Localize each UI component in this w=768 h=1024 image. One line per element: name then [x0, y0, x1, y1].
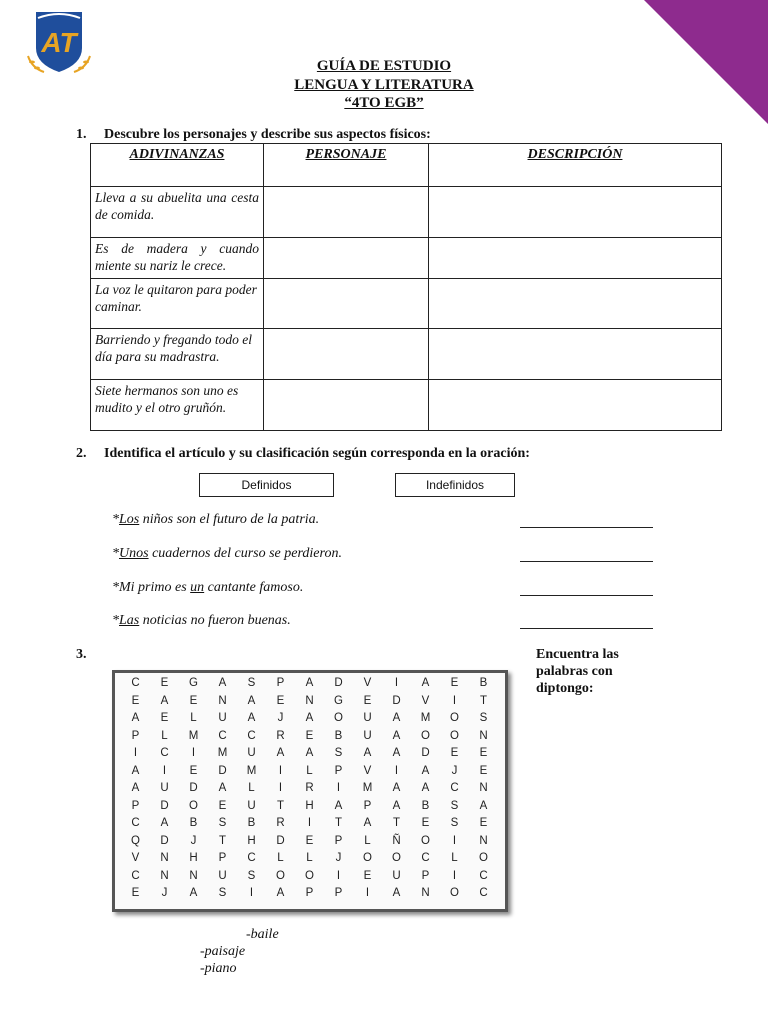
grid-letter[interactable]: O: [421, 729, 430, 742]
grid-letter[interactable]: A: [218, 782, 227, 794]
grid-letter[interactable]: L: [161, 729, 168, 742]
title-line-1: GUÍA DE ESTUDIO: [316, 58, 452, 74]
riddles-table: [90, 143, 722, 431]
grid-letter[interactable]: I: [191, 747, 196, 759]
grid-letter[interactable]: C: [131, 869, 140, 882]
grid-letter[interactable]: R: [276, 817, 285, 829]
grid-letter[interactable]: A: [131, 764, 140, 777]
grid-letter[interactable]: P: [131, 729, 140, 742]
grid-letter[interactable]: V: [363, 764, 372, 777]
grid-letter[interactable]: E: [189, 694, 198, 707]
grid-letter[interactable]: E: [160, 712, 169, 724]
riddle-cell: Es de madera y cuando miente su nariz le crece.: [91, 238, 264, 279]
grid-letter[interactable]: S: [479, 712, 488, 724]
table-row: [91, 187, 722, 238]
grid-letter[interactable]: A: [479, 799, 488, 812]
grid-letter[interactable]: A: [160, 694, 169, 707]
character-answer-cell[interactable]: [264, 238, 429, 279]
grid-letter[interactable]: L: [248, 782, 255, 794]
grid-letter[interactable]: C: [421, 852, 430, 864]
grid-letter[interactable]: A: [305, 747, 314, 759]
word-paisaje: -paisaje: [200, 944, 246, 959]
grid-letter[interactable]: A: [421, 782, 430, 794]
grid-letter[interactable]: J: [335, 852, 342, 864]
grid-letter[interactable]: O: [276, 869, 285, 882]
character-answer-cell[interactable]: [264, 380, 429, 431]
grid-letter[interactable]: A: [276, 887, 285, 899]
word-search-grid: [121, 677, 499, 905]
article-underlined: Unos: [119, 546, 149, 561]
grid-letter[interactable]: B: [189, 817, 198, 829]
grid-letter[interactable]: R: [305, 782, 314, 794]
indefinidos-box: Indefinidos: [395, 473, 515, 497]
grid-letter[interactable]: L: [277, 852, 284, 864]
grid-letter[interactable]: A: [392, 782, 401, 794]
table-row: [91, 279, 722, 329]
grid-letter[interactable]: N: [479, 782, 488, 794]
grid-letter[interactable]: T: [334, 817, 343, 829]
description-answer-cell[interactable]: [429, 238, 722, 279]
question-1-number: 1.: [76, 127, 87, 142]
grid-letter[interactable]: J: [161, 887, 168, 899]
sentence-3: *Mi primo es un cantante famoso.: [112, 580, 304, 595]
grid-letter[interactable]: B: [479, 677, 488, 689]
grid-letter[interactable]: A: [131, 712, 140, 724]
grid-letter[interactable]: P: [131, 799, 140, 812]
grid-letter[interactable]: D: [218, 764, 227, 777]
riddle-cell: Siete hermanos son uno es mudito y el otro gruñón.: [91, 380, 264, 431]
grid-letter[interactable]: L: [306, 852, 313, 864]
grid-letter[interactable]: A: [189, 887, 198, 899]
grid-letter[interactable]: C: [131, 677, 140, 689]
grid-letter[interactable]: U: [363, 712, 372, 724]
grid-letter[interactable]: A: [131, 782, 140, 794]
article-underlined: Los: [119, 512, 140, 527]
question-2: [76, 446, 530, 462]
grid-letter[interactable]: C: [131, 817, 140, 829]
grid-letter[interactable]: D: [421, 747, 430, 759]
grid-letter[interactable]: O: [450, 729, 459, 742]
character-answer-cell[interactable]: [264, 329, 429, 380]
grid-letter[interactable]: E: [363, 694, 372, 707]
grid-letter[interactable]: H: [189, 852, 198, 864]
grid-letter[interactable]: I: [336, 782, 341, 794]
grid-letter[interactable]: A: [160, 817, 169, 829]
table-row: [91, 238, 722, 279]
header-personaje: PERSONAJE: [264, 144, 429, 187]
riddle-cell: Barriendo y fregando todo el día para su madrastra.: [91, 329, 264, 380]
grid-letter[interactable]: T: [276, 799, 285, 812]
word-piano: -piano: [200, 961, 237, 976]
grid-letter[interactable]: I: [452, 869, 457, 882]
character-answer-cell[interactable]: [264, 279, 429, 329]
table-header-row: [91, 144, 722, 187]
grid-letter[interactable]: U: [160, 782, 169, 794]
grid-letter[interactable]: I: [278, 782, 283, 794]
grid-letter[interactable]: T: [392, 817, 401, 829]
grid-letter[interactable]: I: [307, 817, 312, 829]
grid-letter[interactable]: E: [276, 694, 285, 707]
article-underlined: un: [190, 580, 205, 595]
grid-letter[interactable]: O: [450, 887, 459, 899]
grid-letter[interactable]: O: [392, 852, 401, 864]
grid-letter[interactable]: N: [160, 852, 169, 864]
question-2-number: 2.: [76, 446, 87, 461]
grid-letter[interactable]: M: [362, 782, 373, 794]
grid-letter[interactable]: D: [276, 834, 285, 847]
grid-letter[interactable]: I: [365, 887, 370, 899]
grid-letter[interactable]: S: [450, 799, 459, 812]
grid-letter[interactable]: B: [247, 817, 256, 829]
grid-letter[interactable]: N: [160, 869, 169, 882]
grid-letter[interactable]: P: [334, 887, 343, 899]
grid-letter[interactable]: P: [421, 869, 430, 882]
grid-letter[interactable]: P: [334, 764, 343, 777]
grid-letter[interactable]: L: [306, 764, 313, 777]
grid-letter[interactable]: S: [450, 817, 459, 829]
grid-letter[interactable]: V: [131, 852, 140, 864]
grid-letter[interactable]: A: [218, 677, 227, 689]
grid-letter[interactable]: H: [247, 834, 256, 847]
grid-letter[interactable]: L: [190, 712, 197, 724]
grid-letter[interactable]: L: [364, 834, 371, 847]
grid-letter[interactable]: E: [160, 677, 169, 689]
grid-letter[interactable]: N: [421, 887, 430, 899]
grid-letter[interactable]: N: [479, 729, 488, 742]
header-descripcion: DESCRIPCIÓN: [429, 144, 722, 187]
description-answer-cell[interactable]: [429, 380, 722, 431]
grid-letter[interactable]: U: [247, 747, 256, 759]
grid-letter[interactable]: E: [479, 764, 488, 777]
grid-letter[interactable]: T: [479, 694, 488, 707]
grid-letter[interactable]: I: [394, 764, 399, 777]
grid-letter[interactable]: N: [305, 694, 314, 707]
grid-letter[interactable]: U: [363, 729, 372, 742]
grid-letter[interactable]: A: [392, 799, 401, 812]
grid-letter[interactable]: A: [334, 799, 343, 812]
grid-letter[interactable]: P: [218, 852, 227, 864]
grid-letter[interactable]: L: [451, 852, 458, 864]
grid-letter[interactable]: V: [363, 677, 372, 689]
grid-letter[interactable]: C: [247, 729, 256, 742]
grid-letter[interactable]: C: [160, 747, 169, 759]
grid-letter[interactable]: U: [247, 799, 256, 812]
grid-letter[interactable]: M: [188, 729, 199, 742]
grid-letter[interactable]: P: [305, 887, 314, 899]
answer-line-2[interactable]: [520, 561, 653, 562]
grid-letter[interactable]: D: [189, 782, 198, 794]
grid-letter[interactable]: N: [189, 869, 198, 882]
grid-letter[interactable]: I: [162, 764, 167, 777]
grid-letter[interactable]: I: [336, 869, 341, 882]
answer-line-4[interactable]: [520, 628, 653, 629]
grid-letter[interactable]: A: [247, 694, 256, 707]
word-search-puzzle: [112, 670, 508, 912]
grid-letter[interactable]: N: [218, 694, 227, 707]
grid-letter[interactable]: J: [190, 834, 197, 847]
sentence-2: *Unos cuadernos del curso se perdieron.: [112, 546, 342, 561]
question-3-number: 3.: [76, 647, 87, 662]
grid-letter[interactable]: E: [479, 747, 488, 759]
grid-letter[interactable]: D: [160, 834, 169, 847]
grid-letter[interactable]: A: [421, 764, 430, 777]
grid-letter[interactable]: O: [479, 852, 488, 864]
grid-letter[interactable]: E: [450, 747, 459, 759]
grid-letter[interactable]: E: [131, 887, 140, 899]
grid-letter[interactable]: P: [363, 799, 372, 812]
grid-letter[interactable]: A: [305, 712, 314, 724]
grid-letter[interactable]: Q: [131, 834, 140, 847]
grid-letter[interactable]: O: [450, 712, 459, 724]
grid-letter[interactable]: S: [218, 817, 227, 829]
grid-letter[interactable]: A: [392, 729, 401, 742]
grid-letter[interactable]: M: [246, 764, 257, 777]
answer-line-3[interactable]: [520, 595, 653, 596]
grid-letter[interactable]: C: [479, 887, 488, 899]
grid-letter[interactable]: Ñ: [392, 834, 401, 847]
grid-letter[interactable]: J: [451, 764, 458, 777]
table-row: [91, 329, 722, 380]
grid-letter[interactable]: E: [218, 799, 227, 812]
grid-letter[interactable]: I: [452, 834, 457, 847]
grid-letter[interactable]: O: [305, 869, 314, 882]
grid-letter[interactable]: A: [305, 677, 314, 689]
title-line-3: “4TO EGB”: [344, 95, 424, 111]
grid-letter[interactable]: P: [276, 677, 285, 689]
grid-letter[interactable]: A: [392, 887, 401, 899]
sentence-1: *Los niños son el futuro de la patria.: [112, 512, 320, 527]
word-search-instructions: Encuentra las palabras con diptongo:: [536, 647, 619, 696]
logo-letters: AT: [41, 27, 77, 58]
grid-letter[interactable]: A: [392, 747, 401, 759]
table-row: [91, 380, 722, 431]
grid-letter[interactable]: S: [218, 887, 227, 899]
grid-letter[interactable]: E: [131, 694, 140, 707]
grid-letter[interactable]: O: [421, 834, 430, 847]
grid-letter[interactable]: C: [218, 729, 227, 742]
header-adivinanzas: ADIVINANZAS: [91, 144, 264, 187]
title-line-2: LENGUA Y LITERATURA: [294, 77, 474, 93]
grid-letter[interactable]: B: [421, 799, 430, 812]
description-answer-cell[interactable]: [429, 279, 722, 329]
grid-letter[interactable]: E: [479, 817, 488, 829]
grid-letter[interactable]: A: [276, 747, 285, 759]
grid-letter[interactable]: A: [247, 712, 256, 724]
grid-letter[interactable]: C: [247, 852, 256, 864]
grid-letter[interactable]: D: [334, 677, 343, 689]
description-answer-cell[interactable]: [429, 329, 722, 380]
grid-letter[interactable]: E: [305, 834, 314, 847]
grid-letter[interactable]: O: [363, 852, 372, 864]
grid-letter[interactable]: E: [450, 677, 459, 689]
grid-letter[interactable]: A: [421, 677, 430, 689]
grid-letter[interactable]: C: [479, 869, 488, 882]
grid-letter[interactable]: R: [276, 729, 285, 742]
grid-letter[interactable]: I: [133, 747, 138, 759]
grid-letter[interactable]: S: [334, 747, 343, 759]
grid-letter[interactable]: I: [452, 694, 457, 707]
definidos-box: Definidos: [199, 473, 334, 497]
question-1-text: Descubre los personajes y describe sus aspectos físicos:: [104, 127, 431, 142]
grid-letter[interactable]: T: [218, 834, 227, 847]
grid-letter[interactable]: M: [217, 747, 228, 759]
grid-letter[interactable]: I: [249, 887, 254, 899]
grid-letter[interactable]: A: [363, 747, 372, 759]
grid-letter[interactable]: C: [450, 782, 459, 794]
grid-letter[interactable]: H: [305, 799, 314, 812]
character-answer-cell[interactable]: [264, 187, 429, 238]
grid-letter[interactable]: O: [334, 712, 343, 724]
grid-letter[interactable]: U: [218, 869, 227, 882]
grid-letter[interactable]: D: [392, 694, 401, 707]
grid-letter[interactable]: V: [421, 694, 430, 707]
grid-letter[interactable]: E: [189, 764, 198, 777]
grid-letter[interactable]: E: [305, 729, 314, 742]
riddle-cell: Lleva a su abuelita una cesta de comida.: [91, 187, 264, 238]
grid-letter[interactable]: S: [247, 677, 256, 689]
grid-letter[interactable]: U: [392, 869, 401, 882]
grid-letter[interactable]: O: [189, 799, 198, 812]
riddle-cell: La voz le quitaron para poder caminar.: [91, 279, 264, 329]
grid-letter[interactable]: I: [278, 764, 283, 777]
grid-letter[interactable]: M: [420, 712, 431, 724]
question-1: [76, 127, 431, 143]
description-answer-cell[interactable]: [429, 187, 722, 238]
grid-letter[interactable]: P: [334, 834, 343, 847]
answer-line-1[interactable]: [520, 527, 653, 528]
grid-letter[interactable]: E: [363, 869, 372, 882]
grid-letter[interactable]: N: [479, 834, 488, 847]
grid-letter[interactable]: J: [277, 712, 284, 724]
grid-letter[interactable]: A: [363, 817, 372, 829]
grid-letter[interactable]: S: [247, 869, 256, 882]
grid-letter[interactable]: B: [334, 729, 343, 742]
grid-letter[interactable]: G: [189, 677, 198, 689]
grid-letter[interactable]: D: [160, 799, 169, 812]
word-baile: -baile: [246, 927, 279, 942]
grid-letter[interactable]: A: [392, 712, 401, 724]
grid-letter[interactable]: U: [218, 712, 227, 724]
sentence-4: *Las noticias no fueron buenas.: [112, 613, 291, 628]
article-underlined: Las: [119, 613, 140, 628]
question-2-text: Identifica el artículo y su clasificación según corresponda en la oración:: [104, 446, 530, 461]
grid-letter[interactable]: G: [334, 694, 343, 707]
grid-letter[interactable]: I: [394, 677, 399, 689]
grid-letter[interactable]: E: [421, 817, 430, 829]
